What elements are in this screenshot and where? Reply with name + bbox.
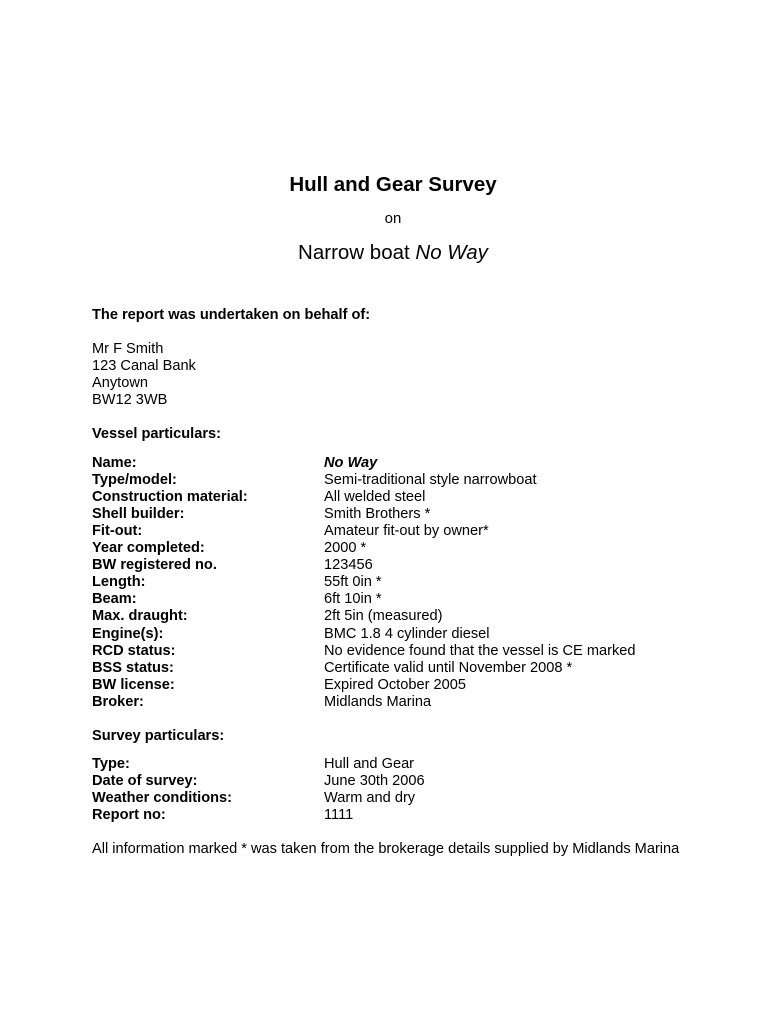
vessel-label: Length: [92, 574, 146, 591]
vessel-row [92, 591, 712, 608]
vessel-row [92, 677, 712, 694]
vessel-row [92, 523, 712, 540]
vessel-label: Engine(s): [92, 625, 164, 642]
survey-row [92, 756, 712, 773]
survey-label: Type: [92, 756, 130, 773]
address-line: BW12 3WB [92, 392, 168, 409]
vessel-row [92, 489, 712, 506]
vessel-particulars-list [92, 455, 712, 711]
vessel-value: 2ft 5in (measured) [324, 608, 443, 625]
vessel-row [92, 455, 712, 472]
vessel-label: Shell builder: [92, 505, 185, 522]
vessel-row [92, 643, 712, 660]
vessel-value: No Way [324, 454, 378, 471]
subtitle-boat-name: No Way [415, 241, 488, 264]
vessel-value: 123456 [324, 557, 373, 574]
vessel-label: BW license: [92, 676, 175, 693]
vessel-value: Semi-traditional style narrowboat [324, 471, 537, 488]
vessel-label: Name: [92, 454, 137, 471]
vessel-label: Construction material: [92, 488, 248, 505]
survey-row [92, 773, 712, 790]
document-body [92, 307, 712, 859]
vessel-particulars-heading: Vessel particulars: [92, 426, 221, 443]
vessel-label: BW registered no. [92, 557, 217, 574]
vessel-label: Max. draught: [92, 608, 188, 625]
vessel-value: Midlands Marina [324, 693, 432, 710]
vessel-value: 6ft 10in * [324, 591, 382, 608]
vessel-label: RCD status: [92, 642, 176, 659]
vessel-value: Expired October 2005 [324, 676, 466, 693]
address-line: Mr F Smith [92, 341, 164, 358]
survey-value: 1111 [324, 807, 354, 824]
vessel-value: 2000 * [324, 540, 367, 557]
survey-value: Hull and Gear [324, 756, 415, 773]
subtitle-prefix: Narrow boat [298, 241, 416, 264]
survey-row [92, 807, 712, 824]
vessel-row [92, 557, 712, 574]
vessel-row [92, 540, 712, 557]
vessel-value: Amateur fit-out by owner* [324, 522, 489, 539]
vessel-value: Smith Brothers * [324, 505, 431, 522]
vessel-row [92, 608, 712, 625]
address-line: 123 Canal Bank [92, 358, 196, 375]
survey-value: June 30th 2006 [324, 773, 425, 790]
vessel-value: Certificate valid until November 2008 * [324, 659, 573, 676]
survey-value: Warm and dry [324, 790, 416, 807]
document-title: Hull and Gear Survey [289, 173, 497, 196]
brokerage-footnote: All information marked * was taken from the brokerage details supplied by Midlands Marina [92, 841, 680, 858]
vessel-value: 55ft 0in * [324, 574, 382, 591]
vessel-row [92, 472, 712, 489]
vessel-row [92, 694, 712, 711]
vessel-label: Fit-out: [92, 522, 143, 539]
vessel-row [92, 660, 712, 677]
document-subtitle [0, 240, 768, 266]
survey-particulars-list [92, 756, 712, 824]
vessel-row [92, 574, 712, 591]
survey-particulars-heading: Survey particulars: [92, 727, 225, 744]
vessel-label: Year completed: [92, 540, 205, 557]
vessel-value: No evidence found that the vessel is CE marked [324, 642, 636, 659]
vessel-label: BSS status: [92, 659, 174, 676]
survey-label: Report no: [92, 807, 166, 824]
vessel-label: Broker: [92, 693, 144, 710]
behalf-heading: The report was undertaken on behalf of: [92, 307, 371, 323]
vessel-value: All welded steel [324, 488, 426, 505]
vessel-row [92, 506, 712, 523]
survey-label: Weather conditions: [92, 790, 233, 807]
vessel-label: Beam: [92, 591, 137, 608]
address-line: Anytown [92, 375, 148, 392]
survey-label: Date of survey: [92, 773, 198, 790]
survey-row [92, 790, 712, 807]
vessel-label: Type/model: [92, 471, 177, 488]
vessel-row [92, 626, 712, 643]
vessel-value: BMC 1.8 4 cylinder diesel [324, 625, 490, 642]
document-on: on [384, 210, 402, 227]
client-address [92, 341, 712, 409]
